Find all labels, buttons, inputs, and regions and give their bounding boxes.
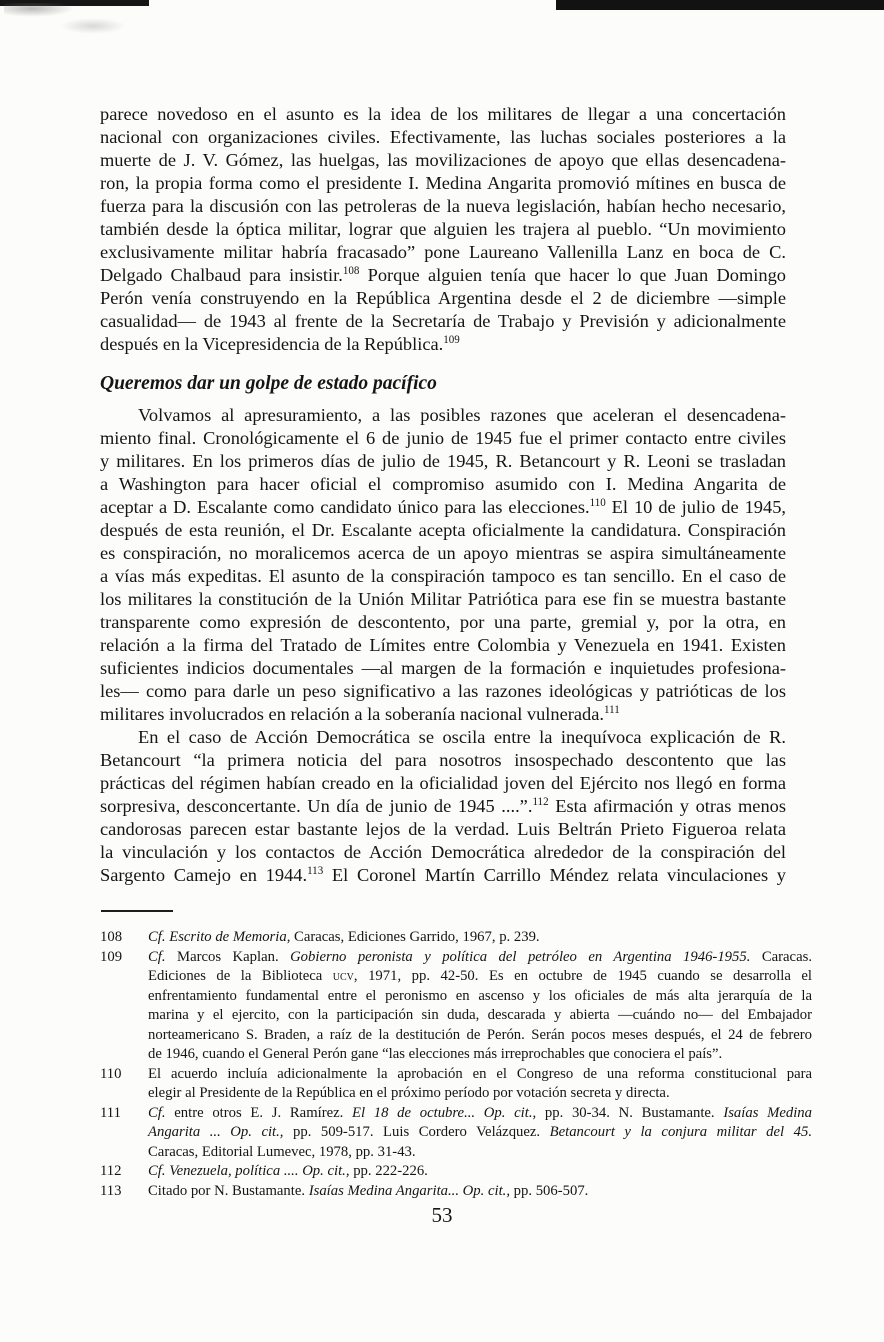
text-segment: El acuerdo incluía adicionalmente la aprobación en el Congreso de una reforma constitucional para (148, 1065, 812, 1082)
text-line (100, 634, 786, 657)
footnote-text (148, 928, 812, 948)
text-segment: Perón venía construyendo en la República Argentina desde el 2 de diciembre —simple (100, 288, 786, 308)
text-line (148, 1162, 812, 1182)
text-line (100, 450, 786, 473)
text-segment: norteamericano S. Braden, a raíz de la destitución de Perón. Serán pocos meses después, el 24 de febrero (148, 1026, 812, 1043)
section-heading: Queremos dar un golpe de estado pacífico (100, 373, 437, 394)
text-line (100, 126, 786, 149)
footnote-list (100, 928, 812, 1201)
text-segment: Caracas. (750, 948, 812, 965)
text-line (148, 967, 812, 987)
scan-smudge (60, 18, 126, 34)
footnote-reference: 110 (589, 496, 606, 509)
text-segment: elegir al Presidente de la República en el próximo período por votación secreta y directa. (148, 1085, 670, 1101)
text-segment: es conspiración, no moralicemos acerca de un apoyo mientras se aspira simultáneamente (100, 543, 786, 563)
text-segment: miento final. Cronológicamente el 6 de junio de 1945 fue el primer contacto entre civiles (100, 428, 786, 448)
text-segment: Cf. (148, 948, 166, 965)
text-segment: entre otros E. J. Ramírez. (165, 1104, 353, 1121)
text-segment: Isaías Medina Angarita... Op. cit., (308, 1182, 510, 1199)
footnote-number: 113 (100, 1182, 122, 1199)
text-line (100, 264, 786, 287)
footnote-text (148, 1104, 812, 1163)
text-line (100, 103, 786, 126)
text-segment: Ediciones de la Biblioteca (148, 968, 333, 984)
text-segment: El 10 de julio de 1945, (605, 497, 786, 517)
footnotes-block (100, 910, 812, 1201)
footnote (100, 1162, 812, 1182)
text-segment: Angarita ... Op. cit., (148, 1124, 284, 1140)
footnote-number: 112 (100, 1163, 122, 1179)
text-line (148, 1045, 812, 1065)
text-line (100, 287, 786, 310)
text-line (100, 657, 786, 680)
text-line (100, 473, 786, 496)
text-segment: ucv (332, 968, 354, 984)
text-segment: Cf. Venezuela, política .... Op. cit., (148, 1163, 350, 1179)
text-segment: parece novedoso en el asunto es la idea de los militares de llegar a una concertación (100, 104, 786, 124)
text-line (100, 588, 786, 611)
text-segment: después de esta reunión, el Dr. Escalante acepta oficialmente la candidatura. Conspiración (100, 520, 786, 540)
text-line (100, 703, 786, 726)
text-line (100, 795, 786, 818)
text-segment: nacional con organizaciones civiles. Efectivamente, las luchas sociales posteriores a la (100, 127, 786, 147)
text-line (100, 195, 786, 218)
text-segment: pp. 222-226. (349, 1163, 428, 1179)
text-line (100, 749, 786, 772)
text-segment: de 1946, cuando el General Perón gane “las elecciones más irreprochables que conociera el país”. (148, 1046, 723, 1062)
text-segment: Isaías Medina (723, 1104, 812, 1121)
text-segment: después en la Vicepresidencia de la República. (100, 334, 444, 354)
text-segment: , Caracas, Ediciones Garrido, 1967, p. 239. (286, 929, 540, 945)
footnote-reference: 111 (604, 703, 620, 716)
text-line (100, 841, 786, 864)
text-segment: Esta afirmación y otras menos (548, 796, 786, 816)
text-segment: muerte de J. V. Gómez, las huelgas, las movilizaciones de apoyo que ellas desencadena- (100, 150, 786, 170)
footnote-separator-rule (101, 910, 173, 912)
text-line (100, 680, 786, 703)
text-segment: Cf. Escrito de Memoria (148, 929, 287, 945)
text-line (100, 404, 786, 427)
text-segment: candorosas parecen estar bastante lejos de la verdad. Luis Beltrán Prieto Figueroa relata (100, 819, 786, 839)
text-line (100, 542, 786, 565)
text-segment: Betancourt “la primera noticia del para nosotros insospechado descontento que las (100, 750, 786, 770)
footnote (100, 1182, 812, 1202)
text-line (148, 1143, 812, 1163)
text-line (148, 1026, 812, 1046)
text-line (100, 611, 786, 634)
footnote-reference: 108 (342, 264, 360, 277)
text-line (148, 987, 812, 1007)
paragraph (100, 404, 786, 726)
text-segment: pp. 506-507. (510, 1182, 589, 1199)
text-segment: aceptar a D. Escalante como candidato único para las elecciones. (100, 497, 590, 517)
text-line (100, 519, 786, 542)
text-segment: exclusivamente militar habría fracasado” pone Laureano Vallenilla Lanz en boca de C. (100, 242, 786, 262)
text-line (148, 928, 812, 948)
footnote (100, 1065, 812, 1104)
footnote (100, 1104, 812, 1163)
text-segment: y militares. En los primeros días de julio de 1945, R. Betancourt y R. Leoni se trasladan (100, 451, 786, 471)
text-segment: sorpresiva, desconcertante. Un día de junio de 1945 ....”. (100, 796, 533, 816)
page-number: 53 (431, 1203, 453, 1227)
text-segment: El 18 de octubre... Op. cit., (352, 1104, 537, 1121)
text-segment: relación a la firma del Tratado de Límites entre Colombia y Venezuela en 1941. Existen (100, 635, 786, 655)
text-column (100, 103, 786, 887)
text-line (148, 1065, 812, 1085)
text-segment: En el caso de Acción Democrática se oscila entre la inequívoca explicación de R. (138, 727, 786, 747)
text-segment: , 1971, pp. 42-50. Es en octubre de 1945 cuando se desarrolla el (353, 968, 812, 984)
footnote-number: 108 (100, 929, 123, 945)
text-segment: a Washington para hacer oficial el compromiso asumido con I. Medina Angarita de (100, 474, 786, 494)
text-segment: enfrentamiento fundamental entre el peronismo en ascenso y los oficiales de más alta jerarquía de la (148, 987, 812, 1004)
text-segment: también desde la óptica militar, lograr que alguien les trajera al pueblo. “Un movimiento (100, 219, 786, 239)
footnote-reference: 109 (443, 333, 460, 346)
scan-artifact-bar-top-right (556, 0, 884, 10)
text-line (100, 241, 786, 264)
text-line (100, 427, 786, 450)
text-line (148, 1006, 812, 1026)
footnote-text (148, 1182, 812, 1202)
footnote-text (148, 1065, 812, 1104)
footnote-number: 111 (100, 1104, 121, 1121)
footnote-reference: 113 (307, 864, 324, 877)
text-segment: pp. 30-34. N. Bustamante. (536, 1104, 724, 1121)
text-segment: marina y el ejercito, con la participación sin duda, descarada y abierta —cuándo no— del Embajador (148, 1007, 812, 1023)
text-segment: Betancourt y la conjura militar del 45. (549, 1124, 812, 1140)
text-segment: Delgado Chalbaud para insistir. (100, 265, 343, 285)
text-segment: pp. 509-517. Luis Cordero Velázquez. (283, 1124, 550, 1140)
footnote-number: 110 (100, 1065, 122, 1082)
text-segment: suficientes indicios documentales —al margen de la formación e inquietudes profesiona- (100, 658, 786, 678)
text-line (148, 1182, 812, 1202)
text-line (100, 772, 786, 795)
text-line (148, 948, 812, 968)
text-segment: Porque alguien tenía que hacer lo que Juan Domingo (359, 265, 786, 285)
text-line (148, 1084, 812, 1104)
text-line (100, 218, 786, 241)
text-segment: Gobierno peronista y política del petróleo en Argentina 1946-1955. (290, 948, 751, 965)
text-segment: fuerza para la discusión con las petroleras de la nueva legislación, habían hecho necesario, (100, 196, 786, 216)
text-segment: Cf. (148, 1104, 166, 1121)
footnote-text (148, 1162, 812, 1182)
text-segment: Sargento Camejo en 1944. (100, 865, 308, 885)
text-segment: prácticas del régimen habían creado en la oficialidad joven del Ejército nos llegó en forma (100, 773, 786, 793)
footnote (100, 928, 812, 948)
text-segment: la vinculación y los contactos de Acción Democrática alrededor de la conspiración del (100, 842, 786, 862)
text-segment: Caracas, Editorial Lumevec, 1978, pp. 31-43. (148, 1143, 416, 1160)
text-line (148, 1104, 812, 1124)
text-segment: Volvamos al apresuramiento, a las posibles razones que aceleran el desencadena- (138, 405, 786, 425)
text-line (100, 864, 786, 887)
text-segment: Citado por N. Bustamante. (148, 1182, 309, 1199)
text-line (100, 333, 786, 356)
text-segment: Marcos Kaplan. (165, 948, 291, 965)
text-line (100, 172, 786, 195)
text-segment: militares involucrados en relación a la soberanía nacional vulnerada. (100, 704, 605, 724)
text-line (100, 310, 786, 333)
text-line (148, 1123, 812, 1143)
text-segment: transparente como expresión de descontento, por una parte, gremial y, por la otra, en (100, 612, 786, 632)
text-line (100, 496, 786, 519)
footnote-number: 109 (100, 948, 123, 965)
text-line (100, 565, 786, 588)
text-segment: a vías más expeditas. El asunto de la conspiración tampoco es tan sencillo. En el caso de (100, 566, 786, 586)
text-segment: El Coronel Martín Carrillo Méndez relata vinculaciones y (323, 865, 787, 885)
text-segment: los militares la constitución de la Unión Militar Patriótica para ese fin se muestra bastante (100, 589, 786, 609)
text-segment: les— como para darle un peso significativo a las razones ideológicas y patrióticas de los (100, 681, 786, 701)
paragraph-continuation (100, 103, 786, 356)
footnote-text (148, 948, 812, 1065)
text-line (100, 726, 786, 749)
paragraph (100, 726, 786, 887)
footnote-reference: 112 (532, 795, 549, 808)
text-segment: casualidad— de 1943 al frente de la Secretaría de Trabajo y Previsión y adicionalmente (100, 311, 786, 331)
text-segment: ron, la propia forma como el presidente I. Medina Angarita promovió mítines en busca de (100, 173, 786, 193)
text-line (100, 818, 786, 841)
text-line (100, 149, 786, 172)
footnote (100, 948, 812, 1065)
scan-smudge (4, 3, 74, 17)
